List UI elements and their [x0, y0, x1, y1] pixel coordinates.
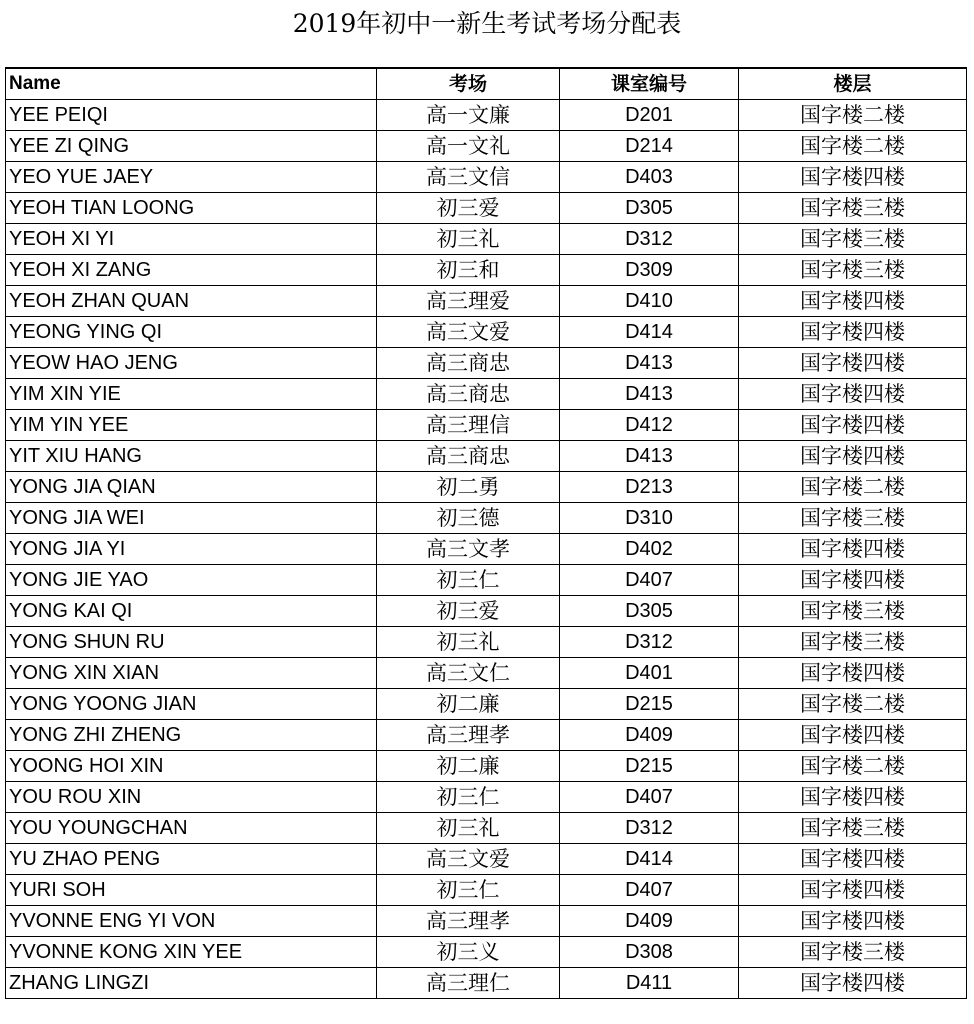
cell-floor: 国字楼四楼	[739, 317, 967, 348]
cell-room: 初三仁	[377, 565, 560, 596]
cell-code: D401	[560, 658, 739, 689]
cell-code: D305	[560, 596, 739, 627]
table-row	[6, 131, 967, 162]
table-row	[6, 565, 967, 596]
cell-floor: 国字楼四楼	[739, 782, 967, 813]
cell-name: YOU ROU XIN	[6, 782, 377, 813]
cell-name: YEOH XI YI	[6, 224, 377, 255]
cell-floor: 国字楼四楼	[739, 875, 967, 906]
cell-code: D411	[560, 968, 739, 999]
cell-code: D410	[560, 286, 739, 317]
cell-code: D413	[560, 379, 739, 410]
table-row	[6, 503, 967, 534]
header-code: 课室编号	[560, 68, 739, 100]
cell-name: YEO YUE JAEY	[6, 162, 377, 193]
cell-floor: 国字楼四楼	[739, 534, 967, 565]
cell-room: 初三和	[377, 255, 560, 286]
cell-code: D413	[560, 441, 739, 472]
table-row	[6, 224, 967, 255]
cell-code: D312	[560, 627, 739, 658]
cell-name: YEE PEIQI	[6, 100, 377, 131]
cell-code: D215	[560, 751, 739, 782]
header-room: 考场	[377, 68, 560, 100]
cell-name: YU ZHAO PENG	[6, 844, 377, 875]
table-row	[6, 441, 967, 472]
cell-name: YURI SOH	[6, 875, 377, 906]
table-row	[6, 937, 967, 968]
table-row	[6, 968, 967, 999]
table-row	[6, 720, 967, 751]
cell-room: 高三商忠	[377, 348, 560, 379]
cell-name: YEOH TIAN LOONG	[6, 193, 377, 224]
table-header-row	[6, 68, 967, 100]
cell-code: D305	[560, 193, 739, 224]
cell-code: D312	[560, 813, 739, 844]
cell-room: 初三仁	[377, 875, 560, 906]
cell-code: D308	[560, 937, 739, 968]
cell-code: D407	[560, 782, 739, 813]
table-row	[6, 100, 967, 131]
table-row	[6, 286, 967, 317]
cell-floor: 国字楼二楼	[739, 472, 967, 503]
table-row	[6, 596, 967, 627]
cell-floor: 国字楼四楼	[739, 410, 967, 441]
cell-room: 初三礼	[377, 627, 560, 658]
cell-room: 高三理信	[377, 410, 560, 441]
cell-name: YIM YIN YEE	[6, 410, 377, 441]
cell-name: YIM XIN YIE	[6, 379, 377, 410]
cell-code: D201	[560, 100, 739, 131]
header-name: Name	[6, 68, 377, 100]
cell-code: D403	[560, 162, 739, 193]
cell-code: D214	[560, 131, 739, 162]
cell-room: 初三爱	[377, 596, 560, 627]
cell-name: ZHANG LINGZI	[6, 968, 377, 999]
table-row	[6, 255, 967, 286]
cell-code: D413	[560, 348, 739, 379]
cell-name: YONG JIE YAO	[6, 565, 377, 596]
cell-code: D402	[560, 534, 739, 565]
cell-room: 高三理孝	[377, 720, 560, 751]
table-row	[6, 162, 967, 193]
cell-floor: 国字楼四楼	[739, 565, 967, 596]
cell-code: D412	[560, 410, 739, 441]
table-row	[6, 751, 967, 782]
cell-code: D407	[560, 875, 739, 906]
cell-name: YEOW HAO JENG	[6, 348, 377, 379]
cell-floor: 国字楼四楼	[739, 162, 967, 193]
cell-code: D309	[560, 255, 739, 286]
cell-room: 初二勇	[377, 472, 560, 503]
cell-name: YONG JIA QIAN	[6, 472, 377, 503]
cell-room: 高三商忠	[377, 441, 560, 472]
table-row	[6, 813, 967, 844]
cell-name: YOU YOUNGCHAN	[6, 813, 377, 844]
cell-floor: 国字楼二楼	[739, 131, 967, 162]
cell-room: 初三德	[377, 503, 560, 534]
cell-name: YEOH XI ZANG	[6, 255, 377, 286]
cell-room: 初二廉	[377, 751, 560, 782]
cell-code: D407	[560, 565, 739, 596]
table-row	[6, 534, 967, 565]
header-floor: 楼层	[739, 68, 967, 100]
cell-code: D215	[560, 689, 739, 720]
cell-room: 初三礼	[377, 224, 560, 255]
cell-code: D213	[560, 472, 739, 503]
cell-floor: 国字楼三楼	[739, 503, 967, 534]
cell-floor: 国字楼三楼	[739, 627, 967, 658]
cell-floor: 国字楼四楼	[739, 379, 967, 410]
cell-floor: 国字楼四楼	[739, 720, 967, 751]
cell-floor: 国字楼四楼	[739, 286, 967, 317]
cell-room: 初三仁	[377, 782, 560, 813]
cell-name: YEOH ZHAN QUAN	[6, 286, 377, 317]
cell-room: 高三文信	[377, 162, 560, 193]
cell-name: YONG XIN XIAN	[6, 658, 377, 689]
cell-room: 高三理仁	[377, 968, 560, 999]
table-row	[6, 906, 967, 937]
cell-name: YOONG HOI XIN	[6, 751, 377, 782]
cell-room: 高三商忠	[377, 379, 560, 410]
table-row	[6, 658, 967, 689]
cell-name: YIT XIU HANG	[6, 441, 377, 472]
cell-name: YVONNE ENG YI VON	[6, 906, 377, 937]
cell-room: 高三文爱	[377, 844, 560, 875]
cell-name: YVONNE KONG XIN YEE	[6, 937, 377, 968]
cell-room: 高三文仁	[377, 658, 560, 689]
cell-name: YEE ZI QING	[6, 131, 377, 162]
cell-floor: 国字楼二楼	[739, 100, 967, 131]
cell-floor: 国字楼三楼	[739, 224, 967, 255]
cell-floor: 国字楼四楼	[739, 441, 967, 472]
cell-code: D414	[560, 844, 739, 875]
table-row	[6, 844, 967, 875]
cell-name: YEONG YING QI	[6, 317, 377, 348]
cell-code: D312	[560, 224, 739, 255]
cell-floor: 国字楼四楼	[739, 968, 967, 999]
cell-name: YONG KAI QI	[6, 596, 377, 627]
cell-room: 高三理孝	[377, 906, 560, 937]
cell-room: 初三礼	[377, 813, 560, 844]
cell-name: YONG JIA YI	[6, 534, 377, 565]
cell-room: 初三义	[377, 937, 560, 968]
cell-room: 高一文廉	[377, 100, 560, 131]
table-row	[6, 689, 967, 720]
cell-code: D310	[560, 503, 739, 534]
cell-name: YONG YOONG JIAN	[6, 689, 377, 720]
cell-room: 高一文礼	[377, 131, 560, 162]
table-row	[6, 782, 967, 813]
table-row	[6, 348, 967, 379]
cell-name: YONG JIA WEI	[6, 503, 377, 534]
cell-floor: 国字楼三楼	[739, 937, 967, 968]
cell-floor: 国字楼四楼	[739, 844, 967, 875]
table-row	[6, 410, 967, 441]
table-row	[6, 875, 967, 906]
cell-room: 初二廉	[377, 689, 560, 720]
cell-code: D414	[560, 317, 739, 348]
cell-floor: 国字楼二楼	[739, 751, 967, 782]
cell-floor: 国字楼四楼	[739, 658, 967, 689]
table-row	[6, 472, 967, 503]
cell-floor: 国字楼三楼	[739, 193, 967, 224]
table-row	[6, 627, 967, 658]
cell-room: 高三文孝	[377, 534, 560, 565]
cell-floor: 国字楼四楼	[739, 348, 967, 379]
cell-room: 高三文爱	[377, 317, 560, 348]
cell-floor: 国字楼三楼	[739, 255, 967, 286]
cell-floor: 国字楼四楼	[739, 906, 967, 937]
cell-room: 初三爱	[377, 193, 560, 224]
cell-code: D409	[560, 906, 739, 937]
table-row	[6, 193, 967, 224]
table-row	[6, 317, 967, 348]
table-body	[6, 100, 967, 999]
cell-room: 高三理爱	[377, 286, 560, 317]
cell-name: YONG SHUN RU	[6, 627, 377, 658]
page-title: 2019年初中一新生考试考场分配表	[292, 9, 682, 38]
exam-allocation-table	[5, 67, 967, 999]
cell-floor: 国字楼三楼	[739, 596, 967, 627]
cell-floor: 国字楼三楼	[739, 813, 967, 844]
cell-name: YONG ZHI ZHENG	[6, 720, 377, 751]
table-row	[6, 379, 967, 410]
cell-code: D409	[560, 720, 739, 751]
cell-floor: 国字楼二楼	[739, 689, 967, 720]
